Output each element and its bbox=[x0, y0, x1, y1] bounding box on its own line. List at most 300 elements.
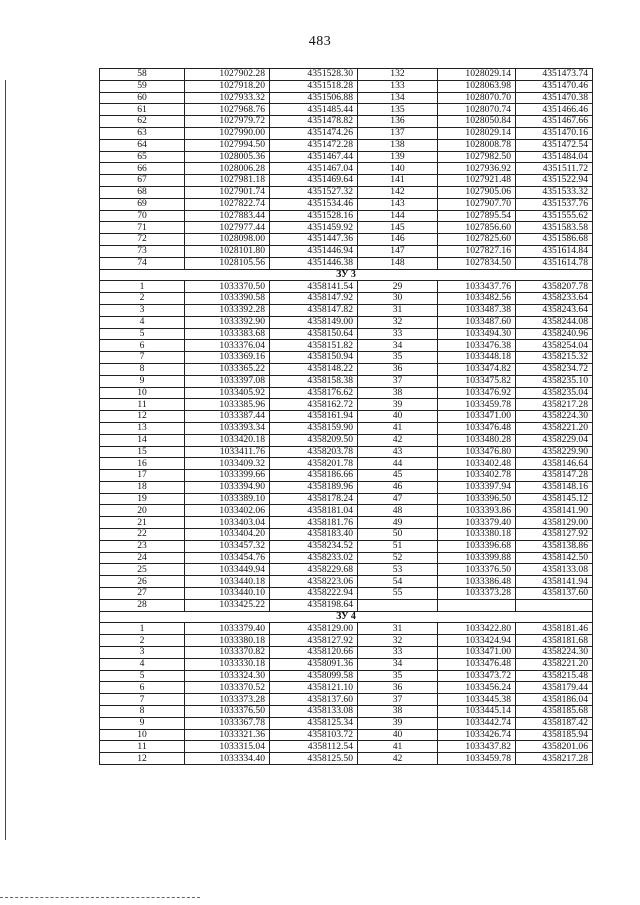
point-number-left: 11 bbox=[100, 741, 185, 753]
table-row bbox=[100, 139, 593, 151]
scan-left-edge-line bbox=[5, 80, 6, 840]
point-number-left: 13 bbox=[100, 422, 185, 434]
y-coordinate-right: 4351467.66 bbox=[516, 116, 593, 128]
y-coordinate-right: 4358147.28 bbox=[516, 470, 593, 482]
y-coordinate-right: 4351586.68 bbox=[516, 234, 593, 246]
x-coordinate-right: 1028029.14 bbox=[438, 69, 516, 81]
point-number-right: 133 bbox=[358, 80, 438, 92]
y-coordinate-right: 4351583.58 bbox=[516, 222, 593, 234]
y-coordinate-left: 4358229.68 bbox=[270, 564, 358, 576]
x-coordinate-right: 1027825.60 bbox=[438, 234, 516, 246]
point-number-left: 12 bbox=[100, 411, 185, 423]
point-number-left: 58 bbox=[100, 69, 185, 81]
point-number-right: 41 bbox=[358, 422, 438, 434]
point-number-left: 3 bbox=[100, 304, 185, 316]
point-number-left: 71 bbox=[100, 222, 185, 234]
y-coordinate-right: 4358142.50 bbox=[516, 552, 593, 564]
table-row bbox=[100, 151, 593, 163]
table-row bbox=[100, 458, 593, 470]
x-coordinate-left: 1033409.32 bbox=[185, 458, 270, 470]
x-coordinate-left: 1028005.36 bbox=[185, 151, 270, 163]
y-coordinate-left: 4351459.92 bbox=[270, 222, 358, 234]
y-coordinate-right: 4358243.64 bbox=[516, 304, 593, 316]
y-coordinate-right: 4358229.04 bbox=[516, 434, 593, 446]
x-coordinate-right: 1027982.50 bbox=[438, 151, 516, 163]
point-number-right: 140 bbox=[358, 163, 438, 175]
y-coordinate-left: 4358150.64 bbox=[270, 328, 358, 340]
point-number-right: 38 bbox=[358, 387, 438, 399]
point-number-right: 143 bbox=[358, 198, 438, 210]
table-row bbox=[100, 399, 593, 411]
y-coordinate-right bbox=[516, 599, 593, 611]
x-coordinate-right: 1033437.76 bbox=[438, 281, 516, 293]
y-coordinate-right: 4351522.94 bbox=[516, 175, 593, 187]
x-coordinate-left: 1027822.74 bbox=[185, 198, 270, 210]
x-coordinate-right: 1033487.60 bbox=[438, 316, 516, 328]
x-coordinate-left: 1033383.68 bbox=[185, 328, 270, 340]
x-coordinate-left: 1033440.10 bbox=[185, 588, 270, 600]
x-coordinate-right: 1033386.48 bbox=[438, 576, 516, 588]
point-number-left: 59 bbox=[100, 80, 185, 92]
point-number-right: 146 bbox=[358, 234, 438, 246]
point-number-right: 139 bbox=[358, 151, 438, 163]
x-coordinate-left: 1033376.04 bbox=[185, 340, 270, 352]
y-coordinate-right: 4358215.48 bbox=[516, 670, 593, 682]
x-coordinate-right: 1033476.38 bbox=[438, 340, 516, 352]
y-coordinate-right: 4358217.28 bbox=[516, 753, 593, 765]
point-number-right: 49 bbox=[358, 517, 438, 529]
x-coordinate-left: 1033389.10 bbox=[185, 493, 270, 505]
table-row bbox=[100, 470, 593, 482]
table-row bbox=[100, 599, 593, 611]
y-coordinate-left: 4358099.58 bbox=[270, 670, 358, 682]
table-row bbox=[100, 363, 593, 375]
section-title: ЗУ 3 bbox=[100, 269, 593, 281]
table-row bbox=[100, 729, 593, 741]
point-number-right: 40 bbox=[358, 729, 438, 741]
x-coordinate-left: 1033334.40 bbox=[185, 753, 270, 765]
x-coordinate-right: 1027834.50 bbox=[438, 257, 516, 269]
point-number-left: 24 bbox=[100, 552, 185, 564]
x-coordinate-right: 1028029.14 bbox=[438, 127, 516, 139]
y-coordinate-right: 4358201.06 bbox=[516, 741, 593, 753]
y-coordinate-left: 4358137.60 bbox=[270, 694, 358, 706]
y-coordinate-right: 4351537.76 bbox=[516, 198, 593, 210]
y-coordinate-left: 4358186.66 bbox=[270, 470, 358, 482]
point-number-left: 11 bbox=[100, 399, 185, 411]
table-row bbox=[100, 210, 593, 222]
point-number-right: 55 bbox=[358, 588, 438, 600]
point-number-left: 20 bbox=[100, 505, 185, 517]
y-coordinate-left: 4358127.92 bbox=[270, 635, 358, 647]
y-coordinate-left: 4351446.94 bbox=[270, 245, 358, 257]
x-coordinate-right: 1028070.70 bbox=[438, 92, 516, 104]
table-row bbox=[100, 552, 593, 564]
x-coordinate-left: 1033380.18 bbox=[185, 635, 270, 647]
table-row bbox=[100, 281, 593, 293]
table-row bbox=[100, 257, 593, 269]
section-header-row bbox=[100, 269, 593, 281]
y-coordinate-left: 4358151.82 bbox=[270, 340, 358, 352]
point-number-left: 1 bbox=[100, 623, 185, 635]
x-coordinate-right: 1033380.18 bbox=[438, 529, 516, 541]
table-row bbox=[100, 717, 593, 729]
table-row bbox=[100, 304, 593, 316]
y-coordinate-right: 4351614.84 bbox=[516, 245, 593, 257]
x-coordinate-right: 1033396.50 bbox=[438, 493, 516, 505]
point-number-left: 8 bbox=[100, 363, 185, 375]
x-coordinate-right: 1033397.94 bbox=[438, 481, 516, 493]
y-coordinate-left: 4351534.46 bbox=[270, 198, 358, 210]
point-number-right: 29 bbox=[358, 281, 438, 293]
point-number-right: 30 bbox=[358, 293, 438, 305]
y-coordinate-right: 4358207.78 bbox=[516, 281, 593, 293]
y-coordinate-left: 4358222.94 bbox=[270, 588, 358, 600]
y-coordinate-right: 4358254.04 bbox=[516, 340, 593, 352]
x-coordinate-left: 1033404.20 bbox=[185, 529, 270, 541]
y-coordinate-left: 4358183.40 bbox=[270, 529, 358, 541]
point-number-right: 132 bbox=[358, 69, 438, 81]
y-coordinate-left: 4358159.90 bbox=[270, 422, 358, 434]
y-coordinate-left: 4351472.28 bbox=[270, 139, 358, 151]
table-row bbox=[100, 493, 593, 505]
x-coordinate-left: 1033370.82 bbox=[185, 647, 270, 659]
point-number-left: 67 bbox=[100, 175, 185, 187]
table-row bbox=[100, 434, 593, 446]
y-coordinate-left: 4358233.02 bbox=[270, 552, 358, 564]
x-coordinate-left: 1027933.32 bbox=[185, 92, 270, 104]
point-number-left: 8 bbox=[100, 706, 185, 718]
point-number-right: 32 bbox=[358, 316, 438, 328]
y-coordinate-right: 4358138.86 bbox=[516, 540, 593, 552]
table-row bbox=[100, 387, 593, 399]
x-coordinate-right: 1033476.48 bbox=[438, 658, 516, 670]
y-coordinate-right: 4351511.72 bbox=[516, 163, 593, 175]
y-coordinate-left: 4351474.26 bbox=[270, 127, 358, 139]
y-coordinate-left: 4358203.78 bbox=[270, 446, 358, 458]
table-row bbox=[100, 245, 593, 257]
y-coordinate-left: 4358209.50 bbox=[270, 434, 358, 446]
point-number-left: 66 bbox=[100, 163, 185, 175]
x-coordinate-left: 1033399.66 bbox=[185, 470, 270, 482]
point-number-left: 65 bbox=[100, 151, 185, 163]
x-coordinate-left: 1033369.16 bbox=[185, 352, 270, 364]
y-coordinate-right: 4358148.16 bbox=[516, 481, 593, 493]
x-coordinate-right: 1033373.28 bbox=[438, 588, 516, 600]
table-row bbox=[100, 540, 593, 552]
point-number-left: 28 bbox=[100, 599, 185, 611]
y-coordinate-left: 4351527.32 bbox=[270, 186, 358, 198]
y-coordinate-right: 4358133.08 bbox=[516, 564, 593, 576]
y-coordinate-left: 4358148.22 bbox=[270, 363, 358, 375]
point-number-right: 47 bbox=[358, 493, 438, 505]
table-row bbox=[100, 234, 593, 246]
x-coordinate-left: 1033394.90 bbox=[185, 481, 270, 493]
x-coordinate-left: 1033402.06 bbox=[185, 505, 270, 517]
y-coordinate-left: 4358223.06 bbox=[270, 576, 358, 588]
x-coordinate-left: 1027979.72 bbox=[185, 116, 270, 128]
x-coordinate-right: 1033475.82 bbox=[438, 375, 516, 387]
x-coordinate-right: 1033424.94 bbox=[438, 635, 516, 647]
table-row bbox=[100, 422, 593, 434]
y-coordinate-left: 4351446.38 bbox=[270, 257, 358, 269]
table-row bbox=[100, 682, 593, 694]
x-coordinate-right: 1033494.30 bbox=[438, 328, 516, 340]
y-coordinate-left: 4358103.72 bbox=[270, 729, 358, 741]
y-coordinate-right: 4358229.90 bbox=[516, 446, 593, 458]
point-number-right: 40 bbox=[358, 411, 438, 423]
point-number-right: 54 bbox=[358, 576, 438, 588]
point-number-left: 22 bbox=[100, 529, 185, 541]
y-coordinate-left: 4358147.82 bbox=[270, 304, 358, 316]
table-row bbox=[100, 411, 593, 423]
point-number-right: 32 bbox=[358, 635, 438, 647]
x-coordinate-right: 1033459.78 bbox=[438, 399, 516, 411]
table-row bbox=[100, 517, 593, 529]
x-coordinate-right: 1027907.70 bbox=[438, 198, 516, 210]
x-coordinate-left: 1033373.28 bbox=[185, 694, 270, 706]
x-coordinate-right: 1027905.06 bbox=[438, 186, 516, 198]
x-coordinate-left: 1027918.20 bbox=[185, 80, 270, 92]
x-coordinate-left: 1033376.50 bbox=[185, 706, 270, 718]
x-coordinate-right: 1033445.38 bbox=[438, 694, 516, 706]
point-number-left: 4 bbox=[100, 658, 185, 670]
page-number: 483 bbox=[308, 34, 332, 49]
x-coordinate-right: 1033476.48 bbox=[438, 422, 516, 434]
table-row bbox=[100, 588, 593, 600]
table-row bbox=[100, 505, 593, 517]
x-coordinate-left: 1033370.52 bbox=[185, 682, 270, 694]
y-coordinate-right: 4358240.96 bbox=[516, 328, 593, 340]
x-coordinate-right: 1033471.00 bbox=[438, 411, 516, 423]
table-row bbox=[100, 694, 593, 706]
point-number-left: 68 bbox=[100, 186, 185, 198]
point-number-right: 37 bbox=[358, 375, 438, 387]
y-coordinate-left: 4351518.28 bbox=[270, 80, 358, 92]
x-coordinate-left: 1033397.08 bbox=[185, 375, 270, 387]
point-number-left: 9 bbox=[100, 717, 185, 729]
point-number-right: 51 bbox=[358, 540, 438, 552]
table-row bbox=[100, 352, 593, 364]
y-coordinate-right: 4358181.46 bbox=[516, 623, 593, 635]
point-number-right: 145 bbox=[358, 222, 438, 234]
point-number-right: 34 bbox=[358, 340, 438, 352]
scan-bottom-edge-line bbox=[0, 897, 200, 899]
y-coordinate-left: 4358112.54 bbox=[270, 741, 358, 753]
x-coordinate-left: 1028006.28 bbox=[185, 163, 270, 175]
table-row bbox=[100, 316, 593, 328]
x-coordinate-left: 1033330.18 bbox=[185, 658, 270, 670]
y-coordinate-right: 4351614.78 bbox=[516, 257, 593, 269]
table-row bbox=[100, 69, 593, 81]
x-coordinate-right: 1027856.60 bbox=[438, 222, 516, 234]
point-number-right: 45 bbox=[358, 470, 438, 482]
point-number-left: 7 bbox=[100, 352, 185, 364]
x-coordinate-right: 1027936.92 bbox=[438, 163, 516, 175]
x-coordinate-right: 1033456.24 bbox=[438, 682, 516, 694]
point-number-left: 2 bbox=[100, 635, 185, 647]
point-number-left: 27 bbox=[100, 588, 185, 600]
y-coordinate-left: 4358198.64 bbox=[270, 599, 358, 611]
y-coordinate-left: 4351485.44 bbox=[270, 104, 358, 116]
table-row bbox=[100, 706, 593, 718]
point-number-left: 74 bbox=[100, 257, 185, 269]
table-row bbox=[100, 635, 593, 647]
y-coordinate-left: 4358147.92 bbox=[270, 293, 358, 305]
x-coordinate-left: 1028098.00 bbox=[185, 234, 270, 246]
table-row bbox=[100, 658, 593, 670]
y-coordinate-left: 4358162.72 bbox=[270, 399, 358, 411]
y-coordinate-left: 4351469.64 bbox=[270, 175, 358, 187]
x-coordinate-left: 1033321.36 bbox=[185, 729, 270, 741]
point-number-right: 31 bbox=[358, 623, 438, 635]
x-coordinate-left: 1028105.56 bbox=[185, 257, 270, 269]
y-coordinate-right: 4351470.38 bbox=[516, 92, 593, 104]
x-coordinate-left: 1033379.40 bbox=[185, 623, 270, 635]
x-coordinate-left: 1033365.22 bbox=[185, 363, 270, 375]
point-number-left: 60 bbox=[100, 92, 185, 104]
point-number-right: 136 bbox=[358, 116, 438, 128]
table-row bbox=[100, 670, 593, 682]
y-coordinate-left: 4351528.30 bbox=[270, 69, 358, 81]
y-coordinate-left: 4358120.66 bbox=[270, 647, 358, 659]
point-number-left: 7 bbox=[100, 694, 185, 706]
point-number-left: 2 bbox=[100, 293, 185, 305]
x-coordinate-right: 1033376.50 bbox=[438, 564, 516, 576]
point-number-right: 36 bbox=[358, 682, 438, 694]
point-number-left: 12 bbox=[100, 753, 185, 765]
point-number-left: 26 bbox=[100, 576, 185, 588]
y-coordinate-right: 4358234.72 bbox=[516, 363, 593, 375]
y-coordinate-right: 4358129.00 bbox=[516, 517, 593, 529]
table-row bbox=[100, 80, 593, 92]
y-coordinate-right: 4358215.32 bbox=[516, 352, 593, 364]
point-number-left: 23 bbox=[100, 540, 185, 552]
x-coordinate-left: 1033420.18 bbox=[185, 434, 270, 446]
x-coordinate-left: 1033390.58 bbox=[185, 293, 270, 305]
y-coordinate-right: 4351470.46 bbox=[516, 80, 593, 92]
y-coordinate-right: 4351533.32 bbox=[516, 186, 593, 198]
x-coordinate-right: 1033442.74 bbox=[438, 717, 516, 729]
x-coordinate-left: 1027902.28 bbox=[185, 69, 270, 81]
point-number-left: 72 bbox=[100, 234, 185, 246]
x-coordinate-right: 1033422.80 bbox=[438, 623, 516, 635]
point-number-left: 19 bbox=[100, 493, 185, 505]
y-coordinate-left: 4351478.82 bbox=[270, 116, 358, 128]
point-number-left: 16 bbox=[100, 458, 185, 470]
point-number-left: 6 bbox=[100, 682, 185, 694]
section-title: ЗУ 4 bbox=[100, 611, 593, 623]
y-coordinate-right: 4358185.94 bbox=[516, 729, 593, 741]
section-header-row bbox=[100, 611, 593, 623]
x-coordinate-left: 1033393.34 bbox=[185, 422, 270, 434]
x-coordinate-right: 1033487.38 bbox=[438, 304, 516, 316]
x-coordinate-right: 1033445.14 bbox=[438, 706, 516, 718]
x-coordinate-right: 1033402.48 bbox=[438, 458, 516, 470]
table-row bbox=[100, 753, 593, 765]
point-number-left: 14 bbox=[100, 434, 185, 446]
x-coordinate-left: 1027977.44 bbox=[185, 222, 270, 234]
point-number-left: 64 bbox=[100, 139, 185, 151]
x-coordinate-right: 1033402.78 bbox=[438, 470, 516, 482]
x-coordinate-right: 1027895.54 bbox=[438, 210, 516, 222]
x-coordinate-left: 1033454.76 bbox=[185, 552, 270, 564]
y-coordinate-left: 4358178.24 bbox=[270, 493, 358, 505]
point-number-right: 48 bbox=[358, 505, 438, 517]
y-coordinate-right: 4358224.30 bbox=[516, 647, 593, 659]
point-number-left: 3 bbox=[100, 647, 185, 659]
point-number-left: 70 bbox=[100, 210, 185, 222]
x-coordinate-left: 1033370.50 bbox=[185, 281, 270, 293]
x-coordinate-right: 1033379.40 bbox=[438, 517, 516, 529]
point-number-right: 33 bbox=[358, 647, 438, 659]
point-number-left: 1 bbox=[100, 281, 185, 293]
x-coordinate-left: 1033457.32 bbox=[185, 540, 270, 552]
point-number-left: 5 bbox=[100, 328, 185, 340]
point-number-right: 148 bbox=[358, 257, 438, 269]
y-coordinate-right: 4358146.64 bbox=[516, 458, 593, 470]
table-row bbox=[100, 127, 593, 139]
y-coordinate-right: 4358145.12 bbox=[516, 493, 593, 505]
y-coordinate-left: 4351506.88 bbox=[270, 92, 358, 104]
table-row bbox=[100, 104, 593, 116]
x-coordinate-right bbox=[438, 599, 516, 611]
y-coordinate-right: 4358235.04 bbox=[516, 387, 593, 399]
y-coordinate-right: 4358179.44 bbox=[516, 682, 593, 694]
y-coordinate-left: 4358121.10 bbox=[270, 682, 358, 694]
table-row bbox=[100, 198, 593, 210]
x-coordinate-left: 1033385.96 bbox=[185, 399, 270, 411]
point-number-right: 39 bbox=[358, 717, 438, 729]
y-coordinate-right: 4358186.04 bbox=[516, 694, 593, 706]
point-number-left: 63 bbox=[100, 127, 185, 139]
y-coordinate-left: 4358158.38 bbox=[270, 375, 358, 387]
y-coordinate-right: 4358217.28 bbox=[516, 399, 593, 411]
x-coordinate-left: 1033403.04 bbox=[185, 517, 270, 529]
point-number-right: 34 bbox=[358, 658, 438, 670]
y-coordinate-left: 4358125.34 bbox=[270, 717, 358, 729]
point-number-right: 50 bbox=[358, 529, 438, 541]
point-number-left: 69 bbox=[100, 198, 185, 210]
point-number-right: 135 bbox=[358, 104, 438, 116]
x-coordinate-left: 1033440.18 bbox=[185, 576, 270, 588]
point-number-right: 41 bbox=[358, 741, 438, 753]
table-row bbox=[100, 293, 593, 305]
point-number-left: 61 bbox=[100, 104, 185, 116]
x-coordinate-right: 1028063.98 bbox=[438, 80, 516, 92]
point-number-left: 15 bbox=[100, 446, 185, 458]
point-number-left: 4 bbox=[100, 316, 185, 328]
point-number-right bbox=[358, 599, 438, 611]
point-number-right: 31 bbox=[358, 304, 438, 316]
x-coordinate-right: 1033480.28 bbox=[438, 434, 516, 446]
point-number-right: 141 bbox=[358, 175, 438, 187]
y-coordinate-right: 4358185.68 bbox=[516, 706, 593, 718]
y-coordinate-right: 4358221.20 bbox=[516, 422, 593, 434]
x-coordinate-left: 1027883.44 bbox=[185, 210, 270, 222]
point-number-right: 38 bbox=[358, 706, 438, 718]
x-coordinate-right: 1033474.82 bbox=[438, 363, 516, 375]
point-number-right: 44 bbox=[358, 458, 438, 470]
y-coordinate-right: 4358141.90 bbox=[516, 505, 593, 517]
coordinates-table-body bbox=[100, 69, 593, 765]
table-row bbox=[100, 340, 593, 352]
table-row bbox=[100, 186, 593, 198]
point-number-left: 73 bbox=[100, 245, 185, 257]
x-coordinate-left: 1033405.92 bbox=[185, 387, 270, 399]
table-row bbox=[100, 564, 593, 576]
y-coordinate-left: 4351467.44 bbox=[270, 151, 358, 163]
